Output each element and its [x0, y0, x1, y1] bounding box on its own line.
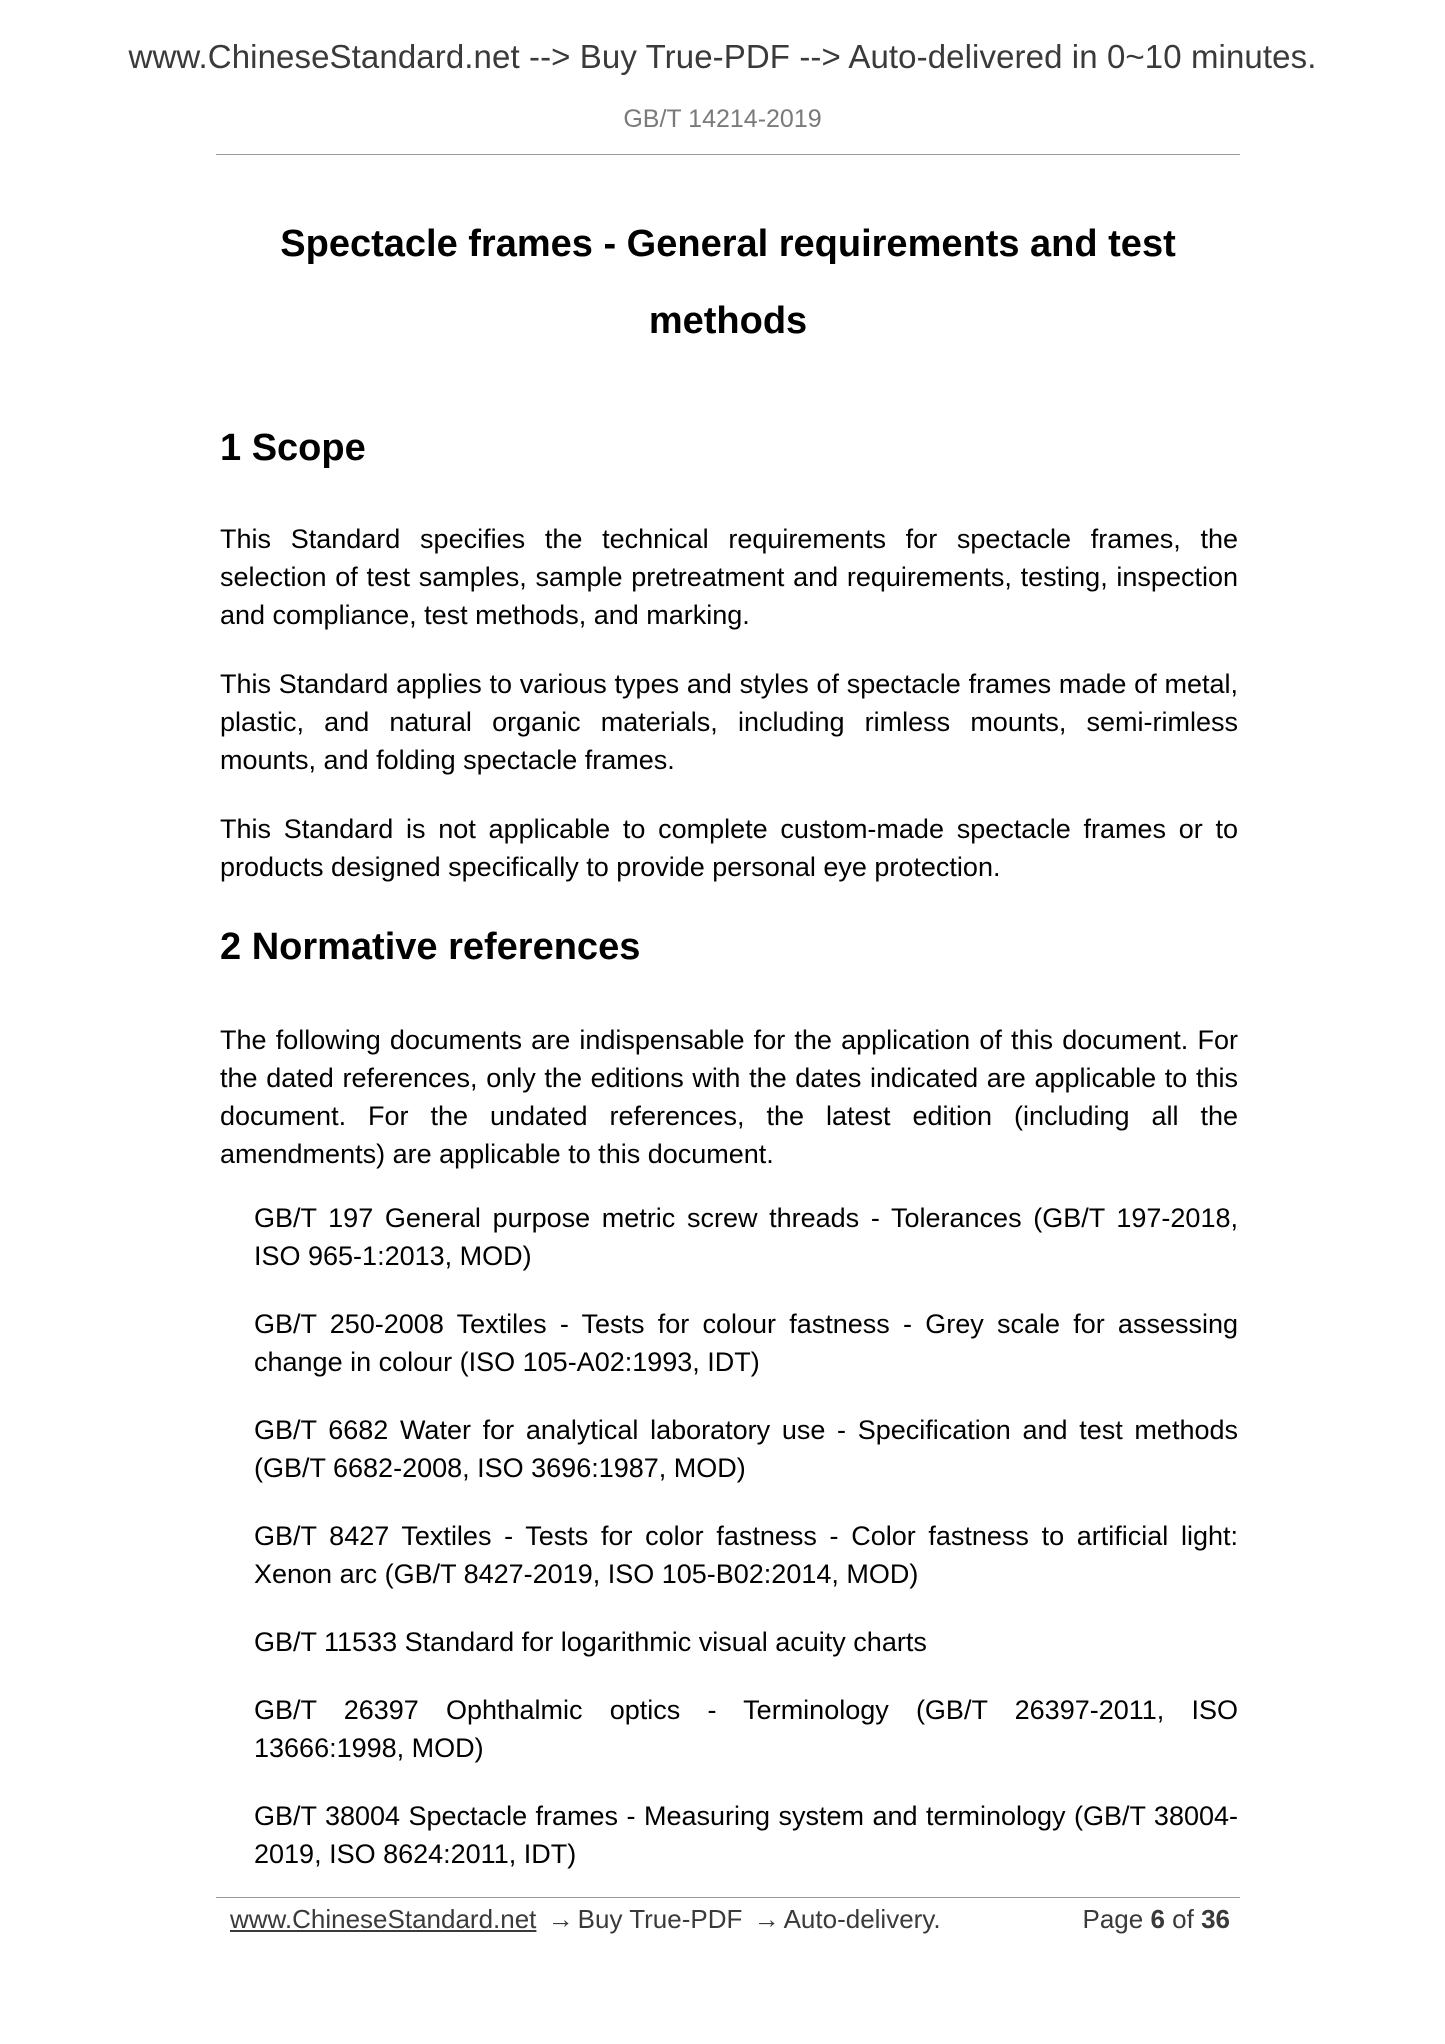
page-number: 6 — [1150, 1904, 1165, 1934]
normative-intro-paragraph: The following documents are indispensable for the application of this document. For the dated references, only the editions with the dates indicated are applicable to this document. For the undated references, the latest edition (including all the amendments) are applicable to this document. — [220, 1025, 1238, 1169]
page-label: Page — [1082, 1904, 1144, 1934]
reference-list — [254, 1199, 1238, 1903]
scope-paragraph: This Standard specifies the technical requirements for spectacle frames, the selection of test samples, sample pretreatment and requirements, testing, inspection and compliance, test methods, and marking. — [220, 524, 1238, 630]
scope-paragraph: This Standard is not applicable to complete custom-made spectacle frames or to products designed specifically to provide personal eye protection. — [220, 814, 1238, 882]
document-title-line-2: methods — [648, 300, 808, 342]
footer-site-link[interactable]: www.ChineseStandard.net — [230, 1904, 537, 1934]
footer-buy-text: Buy True-PDF — [577, 1904, 743, 1934]
top-banner: www.ChineseStandard.net --> Buy True-PDF --> Auto-delivered in 0~10 minutes. — [128, 38, 1317, 75]
footer-divider — [216, 1897, 1240, 1898]
reference-item: GB/T 26397 Ophthalmic optics - Terminology (GB/T 26397-2011, ISO 13666:1998, MOD) — [254, 1695, 1238, 1763]
reference-item: GB/T 6682 Water for analytical laboratory use - Specification and test methods (GB/T 6682-2008, ISO 3696:1987, MOD) — [254, 1415, 1238, 1483]
section-heading-normative-references: 2 Normative references — [220, 926, 641, 968]
page-total: 36 — [1201, 1904, 1230, 1934]
scope-paragraph: This Standard applies to various types and styles of spectacle frames made of metal, plastic, and natural organic materials, including rimless mounts, semi-rimless mounts, and folding spectacle frames. — [220, 669, 1238, 775]
of-label: of — [1172, 1904, 1194, 1934]
arrow-icon: → — [547, 1904, 574, 1934]
reference-item: GB/T 8427 Textiles - Tests for color fastness - Color fastness to artificial light: Xenon arc (GB/T 8427-2019, ISO 105-B02:2014, MOD) — [254, 1521, 1238, 1589]
document-code: GB/T 14214-2019 — [623, 105, 822, 133]
document-title-line-1: Spectacle frames - General requirements and test — [280, 223, 1176, 265]
arrow-icon: → — [753, 1904, 780, 1934]
reference-item: GB/T 11533 Standard for logarithmic visual acuity charts — [254, 1627, 927, 1657]
reference-item: GB/T 197 General purpose metric screw threads - Tolerances (GB/T 197-2018, ISO 965-1:2013, MOD) — [254, 1203, 1238, 1271]
document-title — [216, 206, 1240, 360]
page-footer — [230, 1904, 1230, 1944]
reference-item: GB/T 250-2008 Textiles - Tests for colour fastness - Grey scale for assessing change in colour (ISO 105-A02:1993, IDT) — [254, 1309, 1238, 1377]
page-indicator — [1082, 1904, 1230, 1935]
header-divider — [216, 154, 1240, 155]
footer-delivery-text: Auto-delivery. — [783, 1904, 941, 1934]
reference-item: GB/T 38004 Spectacle frames - Measuring system and terminology (GB/T 38004-2019, ISO 8624:2011, IDT) — [254, 1801, 1238, 1869]
section-heading-scope: 1 Scope — [220, 427, 366, 469]
